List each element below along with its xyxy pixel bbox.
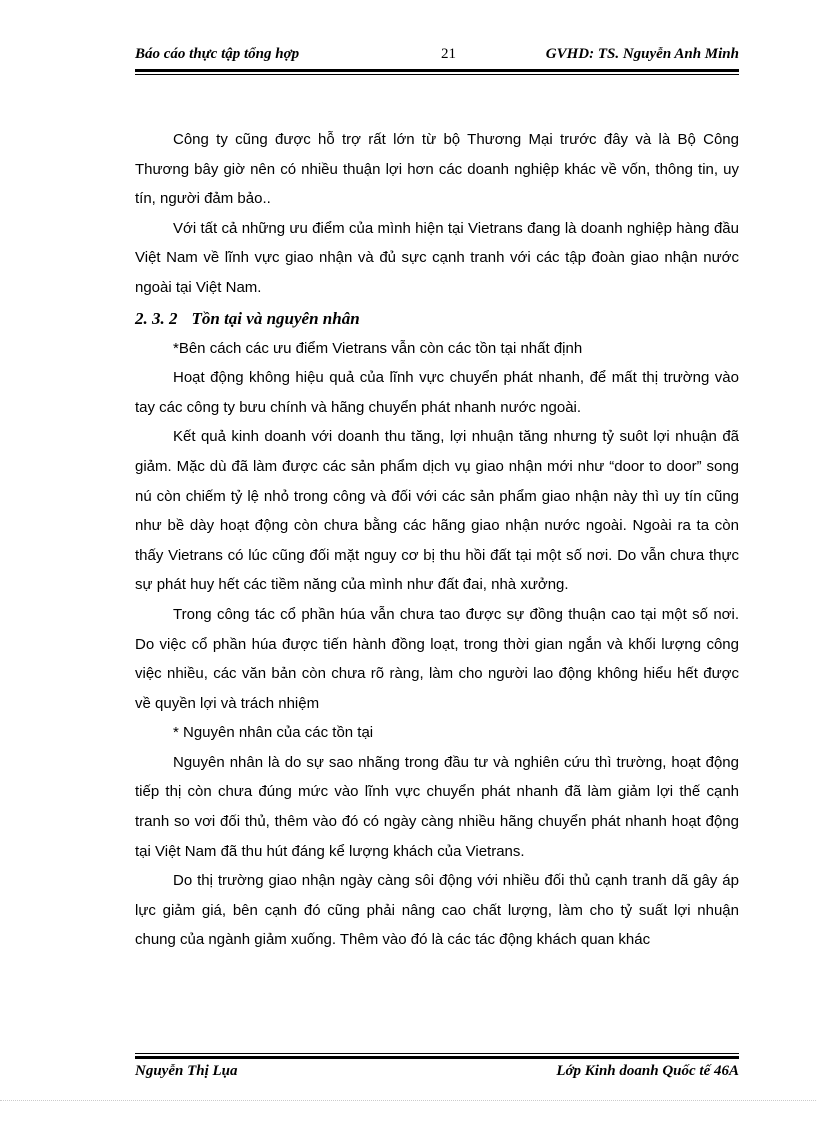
paragraph-causes-market: Do thị trường giao nhận ngày càng sôi động với nhiều đối thủ cạnh tranh dã gây áp lực giảm giá, bên cạnh đó cũng phải nâng cao chất lượng, làm cho tỷ suất lợi nhuận chung của ngành giảm xuống. Thêm vào đó là các tác động khách quan khác — [135, 872, 739, 949]
header-report-title: Báo cáo thực tập tổng hợp — [135, 46, 300, 62]
paragraph-limitations-intro: *Bên cách các ưu điểm Vietrans vẫn còn các tồn tại nhất định — [173, 339, 583, 357]
document-body — [135, 125, 739, 955]
page-number: 21 — [441, 46, 456, 62]
footer-class: Lớp Kinh doanh Quốc tế 46A — [556, 1063, 739, 1079]
section-title: Tồn tại và nguyên nhân — [191, 308, 360, 328]
paragraph-express-delivery: Hoạt động không hiệu quả của lĩnh vực chuyển phát nhanh, để mất thị trường vào tay các công ty bưu chính và hãng chuyển phát nhanh nước ngoài. — [135, 369, 739, 416]
section-heading — [135, 303, 739, 334]
footer-author: Nguyễn Thị Lụa — [135, 1063, 238, 1079]
page-header — [135, 46, 739, 68]
paragraph-support: Công ty cũng được hỗ trợ rất lớn từ bộ Thương Mại trước đây và là Bộ Công Thương bây giờ nên có nhiều thuận lợi hơn các doanh nghiệp khác về vốn, thông tin, uy tín, người đảm bảo.. — [135, 131, 739, 208]
page-edge-dotted-line — [0, 1100, 816, 1101]
header-rule-thick — [135, 69, 739, 72]
paragraph-advantages: Với tất cả những ưu điểm của mình hiện tại Vietrans đang là doanh nghiệp hàng đầu Việt Nam về lĩnh vực giao nhận và đủ sực cạnh tranh với các tập đoàn giao nhận nước ngoài tại Việt Nam. — [135, 219, 739, 296]
paragraph-causes-intro: * Nguyên nhân của các tồn tại — [173, 724, 374, 742]
paragraph-causes-investment: Nguyên nhân là do sự sao nhãng trong đầu tư và nghiên cứu thì trường, hoạt động tiếp thị còn chưa đúng mức vào lĩnh vực chuyển phát nhanh đã làm giảm lợi thế cạnh tranh so vơi đối thủ, thêm vào đó có ngày càng nhiều hãng chuyển phát nhanh hoạt động tại Việt Nam đã thu hút đáng kể lượng khách của Vietrans. — [135, 753, 739, 860]
paragraph-equitization: Trong công tác cổ phần húa vẫn chưa tao được sự đồng thuận cao tại một số nơi. Do việc cổ phần húa được tiến hành đồng loạt, trong thời gian ngắn và khối lượng công việc nhiều, các văn bản còn chưa rõ ràng, làm cho người lao động không hiểu hết được về quyền lợi và trách nhiệm — [135, 605, 739, 712]
footer-rule-thin — [135, 1053, 739, 1054]
section-number: 2. 3. 2 — [135, 308, 178, 328]
header-supervisor: GVHD: TS. Nguyễn Anh Minh — [545, 46, 739, 62]
footer-rule-thick — [135, 1056, 739, 1059]
header-rule-thin — [135, 74, 739, 75]
page-footer — [135, 1063, 739, 1085]
paragraph-business-results: Kết quả kinh doanh với doanh thu tăng, lợi nhuận tăng nhưng tỷ suôt lợi nhuận đã giảm. Mặc dù đã làm được các sản phẩm dịch vụ giao nhận mới như “door to door” song nú còn chiếm tỷ lệ nhỏ trong công và đối với các sản phẩm giao nhận này thì uy tín cũng như bề dày hoạt động còn chưa bằng các hãng giao nhận nước ngoài. Ngoài ra ta còn thấy Vietrans có lúc cũng đối mặt nguy cơ bị thu hồi đất tại một số nơi. Do vẫn chưa thực sự phát huy hết các tiềm năng của mình như đất đai, nhà xưởng. — [135, 428, 739, 594]
